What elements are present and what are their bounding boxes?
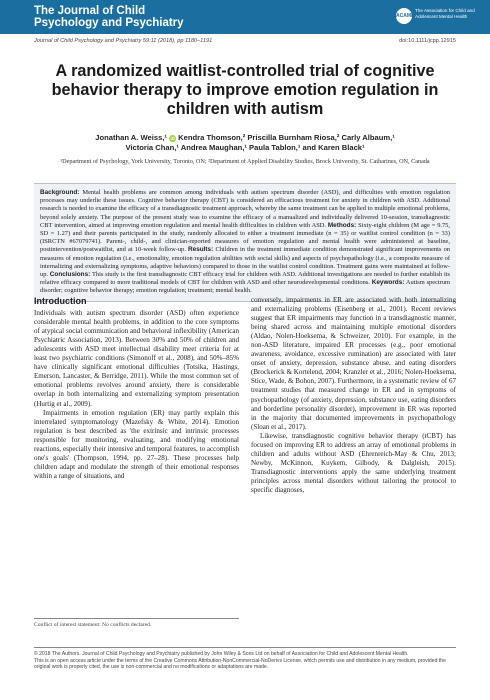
copyright-line: © 2018 The Authors. Journal of Child Psychology and Psychiatry published by John Wiley & Sons Ltd on behalf of Association for Child and Adolescent Mental Health. xyxy=(34,651,409,657)
journal-banner xyxy=(0,0,490,34)
abstract xyxy=(34,183,456,302)
author-list xyxy=(34,133,456,153)
abstract-conclusions-label: Conclusions: xyxy=(49,271,91,279)
body-column-left xyxy=(34,297,239,481)
author-list-line2: Victoria Chan,¹ Andrea Maughan,¹ Paula Tablon,¹ and Karen Black¹ xyxy=(125,143,365,152)
journal-name: The Journal of Child Psychology and Psychiatry xyxy=(34,5,184,29)
abstract-conclusions: This study is the first transdiagnostic CBT efficacy trial for children with ASD. Additional investigations are needed to further establish its relative efficacy compared to more traditional models of CBT for children with ASD and other neurodevelopmental conditions. xyxy=(40,271,451,287)
license-line: This is an open access article under the terms of the Creative Commons Attribution-NonCommercial-NoDerivs License, which permits use and distribution in any medium, provided the original work is properly cited, the use is non-commercial and no modifications or adaptations are made. xyxy=(34,657,446,671)
citation-row xyxy=(34,38,456,46)
abstract-results-label: Results: xyxy=(188,246,214,254)
body-paragraph: Likewise, transdiagnostic cognitive behavior therapy (tCBT) has focused on improving ER to address an array of emotional problems in children and adults without ASD (Ehrenreich-May & Chu, 2013; Newby, McKinnon, Kuykem, Gilbody, & Dalgleish, 2015). Transdiagnostic interventions apply the same underlying treatment principles across mental disorders without tailoring the protocol to specific diagnoses, xyxy=(251,431,456,494)
conflict-of-interest-note: Conflict of interest statement: No conflicts declared. xyxy=(34,618,239,628)
abstract-background: Mental health problems are common among individuals with autism spectrum disorder (ASD), and difficulties with emotion regulation processes may underlie these issues. Cognitive behavior therapy (CBT) is considered an efficacious treatment for anxiety in children with ASD. Additional research is needed to examine the efficacy of a transdiagnostic treatment approach, whereby the same treatment can be applied to multiple emotional problems, beyond solely anxiety. The purpose of the present study was to examine the efficacy of a manualized and individually delivered 10-session, transdiagnostic CBT intervention, aimed at improving emotion regulation and mental health difficulties in children with ASD. xyxy=(40,189,450,229)
affiliations: ¹Department of Psychology, York University, Toronto, ON; ²Department of Applied Disability Studies, Brock University, St. Catharines, ON, Canada xyxy=(60,158,430,165)
abstract-methods: Sixty-eight children (M age = 9.75, SD = 1.27) and their parents participated in the study, randomly allocated to either a treatment immediate (n = 35) or waitlist control condition (n = 33) (ISRCTN #67079741). Parent-, child-, and clinician-reported measures of emotion regulation and mental health were administered at baseline, postintervention/postwaitlist, and at 10-week follow-up. xyxy=(40,221,450,254)
paper-title: A randomized waitlist-controlled trial of cognitive behavior therapy to improve emotion regulation in children with autism xyxy=(51,62,439,118)
orcid-icon[interactable]: iD xyxy=(170,135,175,141)
author-list-line1-rest: Kendra Thomson,² Priscilla Burnham Riosa,² Carly Albaum,¹ xyxy=(176,133,395,142)
author-first[interactable]: Jonathan A. Weiss,¹ xyxy=(95,133,170,142)
body-paragraph: conversely, impairments in ER are associated with both internalizing and externalizing problems (Eisenberg et al., 2001). Recent reviews suggest that ER impairments may function in a transdiagnostic manner, being shared across and maintaining multiple emotional disorders (Aldao, Nolen-Hoeksema, & Schweizer, 2010). For example, in the non-ASD literature, impaired ER processes (e.g., poor emotional awareness, avoidance, excessive rumination) are associated with later onset of anxiety, depression, substance abuse, and eating disorders (Brockerick & Kortelend, 2004; Kranzler et al., 2016; Nolen-Hoeksema, Stice, Wade, & Bohon, 2007). Furthermore, in a systematic review of 67 treatment studies that measured change in ER and in symptoms of psychopathology (of anxiety, depression, substance use, eating disorders and borderline personality disorder), improvement in ER was reported in the majority that documented improvements in psychopathology (Sloan et al., 2017). xyxy=(251,296,456,431)
section-heading-introduction: Introduction xyxy=(34,296,87,306)
acamh-logo-icon: ACAMH xyxy=(396,8,412,24)
body-paragraph: Individuals with autism spectrum disorder (ASD) often experience considerable mental health problems, in addition to the core symptoms of atypical social communication and behavioral inflexibility (American Psychiatric Association, 2013). Between 30% and 50% of children and adolescents with ASD meet intellectual disability meet criteria for at least two psychiatric conditions (Simonoff et al., 2008), and 50%–85% have clinically significant emotional difficulties (Totsika, Hastings, Emerson, Lancaster, & Berridge, 2011). While the most common set of emotional problems revolves around anxiety, there is considerable overlap in both internalizing and externalizing symptom presentation (Hurtig et al., 2009). xyxy=(34,309,239,408)
journal-citation: Journal of Child Psychology and Psychiatry 59:11 (2018), pp 1180–1191 xyxy=(34,38,213,44)
copyright-notice xyxy=(34,647,456,671)
keywords: Autism spectrum disorder; cognitive behavior therapy; emotion regulation; treatment; mental health. xyxy=(40,279,450,295)
abstract-results: Children in the treatment immediate condition demonstrated significant improvements on measures of emotion regulation (i.e., emotionality, emotion regulation abilities with social skills) and aspects of psychopathology (i.e., a composite measure of internalizing and externalizing symptoms, adaptive behaviors) compared to those in the waitlist control condition. Treatment gains were maintained at follow-up. xyxy=(40,246,450,279)
body-column-right xyxy=(251,296,456,495)
doi-link[interactable]: doi:10.1111/jcpp.12915 xyxy=(399,38,456,44)
abstract-background-label: Background: xyxy=(40,189,80,196)
association-name: The Association for Child and Adolescent Mental Health xyxy=(415,8,475,19)
keywords-label: Keywords: xyxy=(371,279,405,287)
abstract-methods-label: Methods: xyxy=(327,221,357,229)
body-paragraph: Impairments in emotion regulation (ER) may partly explain this interrelated symptomatology (Mazefsky & White, 2014). Emotion regulation is best described as 'the extrinsic and intrinsic processes responsible for monitoring, evaluating, and modifying emotional reactions, especially their intensive and temporal features, to accomplish one's goals' (Thompson, 1994, pp. 27–28). These processes help children adapt and modulate the strength of their emotional responses within a range of situations, and xyxy=(34,408,239,480)
